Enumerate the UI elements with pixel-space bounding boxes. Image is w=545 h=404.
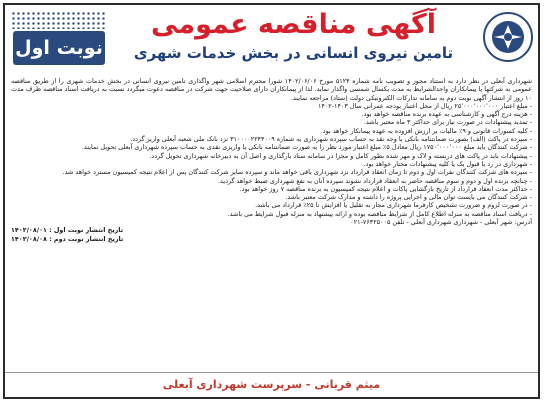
notice-item: - کلیه کسورات قانونی و ۹٪ مالیات بر ارزش افزوده به عهده پیمانکار خواهد بود. (320, 126, 532, 135)
badge-pattern (11, 11, 107, 29)
notice-subtitle: تامین نیروی انسانی در بخش خدمات شهری (133, 44, 454, 62)
notice-item: - سپرده در پاکت (الف) بصورت ضمانتنامه بانکی یا وجه نقد به حساب سپرده شهرداری به شماره ۳۱۰۰۰۰۲۲۴۴۰۰۹ نزد بانک ملی شعبه آبعلی واریز گردد. (130, 135, 532, 144)
publication-date-second: تاریخ انتشار نوبت دوم : ۱۴۰۲/۰۸/۰۸ (11, 234, 124, 243)
tender-notice (3, 3, 540, 399)
notice-title: آگهی مناقصه عمومی (151, 9, 436, 40)
notice-body (11, 77, 532, 371)
publication-date-first: تاریخ انتشار نوبت اول : ۱۴۰۲/۰۸/۰۱ (11, 226, 124, 235)
notice-item: - چنانچه برنده اول و دوم و سوم مناقصه حاضر به انعقاد قرارداد نشوند سپرده آنان به نفع شهرداری ضبط خواهد گردید. (217, 176, 532, 185)
notice-item: - شرکت کنندگان باید مبلغ ۱۷۵۰٬۰۰۰٬۰۰۰ ریال معادل ۵٪ مبلغ اعتبار مورد نظر را به صورت ضمانتنامه بانکی یا واریزی نقدی به حساب سپرده شهرداری آبعلی تحویل نمایند. (81, 143, 532, 152)
notice-item: - در صورت لزوم و ضرورت تشخیص کارفرما شهرداری مجاز به تقلیل یا افزایش تا ۲۵٪ قرارداد می باشد. (255, 201, 532, 210)
notice-item: - حداکثر مدت انعقاد قرارداد از تاریخ بازگشایی پاکات و اعلام نتیجه کمیسیون به برنده مناقصه ۷ روز خواهد بود. (239, 184, 532, 193)
notice-address: آدرس: شهر آبعلی - شهرداری شهرداری آبعلی - تلفن ۷۶۳۲۵۰۰۵-۰۲۱ (350, 218, 532, 227)
notice-item: - پیشنهادات باید در پاکت های دربسته و لاک و مهر شده بطور کامل و مجزا در سامانه ستاد بارگذاری و اصل آن به دبیرخانه شهرداری تحویل گردد. (149, 151, 532, 160)
notice-item: - شهرداری در رد یا قبول یک یا کلیه پیشنهادات مختار خواهد بود. (363, 159, 532, 168)
notice-signature: میثم قربانی - سرپرست شهرداری آبعلی (5, 372, 538, 397)
notice-intro: شهرداری آبعلی در نظر دارد به استناد مجوز و تصویب نامه شماره ۵۱۲۴ مورخ ۱۴۰۲/۰۶/۰۶ شورا محترم اسلامی شهر واگذاری تامین نیروی انسانی در بخش خدمات شهری را از طریق مناقصه عمومی به شرکتها یا پیمانکاران واجدالشرایط به مدت یکسال شمسی واگذار نماید. لذا از پیمانکاران دارای صلاحیت جهت شرکت در مناقصه دعوت میگردد نسبت به دریافت اسناد مناقصه ظرف مدت ۱۰ روز از انتشار آگهی نوبت دوم به سامانه تدارکات الکترونیکی دولت (ستاد) مراجعه نمایند. (11, 77, 532, 102)
notice-item: - هزینه درج آگهی و کارشناسی به عهده برنده مناقصه خواهد بود. (361, 110, 532, 119)
notice-item: - تمدید پیشنهادات در صورت نیاز برای حداکثر ۳ ماه معتبر باشد. (363, 118, 532, 127)
notice-item: - مبلغ اعتبار ۲۵٬۰۰۰٬۰۰۰٬۰۰۰ ریال از محل اعتبار بودجه عمرانی سال ۱۴۰۳-۱۴۰۲ (318, 101, 532, 110)
notice-item: - شرکت کنندگان می بایست توان مالی و اجرایی پروژه را داشته و مدارک شرکت معتبر باشد. (285, 193, 532, 202)
notice-item: - سپرده های شرکت کنندگان نفرات اول و دوم تا زمان انعقاد قرارداد نزد شهرداری باقی خواهد ماند و سپرده سایر شرکت کنندگان پس از اعلام نتیجه کمیسیون مسترد خواهد شد. (62, 168, 532, 177)
notice-header (5, 5, 542, 73)
publication-round-badge: نوبت اول (13, 31, 105, 65)
notice-item: - دریافت اسناد مناقصه به منزله اطلاع کامل از شرایط مناقصه بوده و ارائه پیشنهاد به منزله قبول شرایط می باشد. (227, 209, 532, 218)
municipality-logo-icon (482, 11, 534, 63)
